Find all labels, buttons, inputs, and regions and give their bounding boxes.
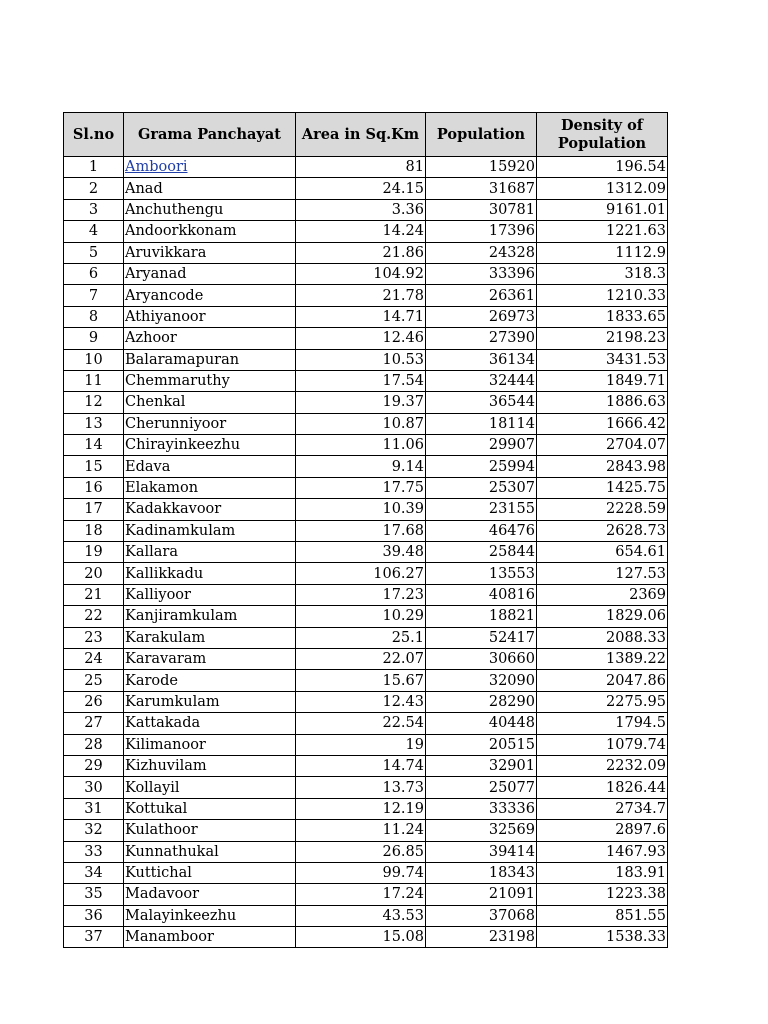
cell-panchayat-name: Balaramapuran — [124, 349, 296, 370]
cell-area: 10.53 — [296, 349, 426, 370]
header-density: Density of Population — [537, 113, 668, 157]
table-body — [64, 157, 668, 948]
cell-density: 1389.22 — [537, 648, 668, 669]
cell-panchayat-name: Kilimanoor — [124, 734, 296, 755]
cell-sl-no: 34 — [64, 862, 124, 883]
cell-population: 21091 — [426, 884, 537, 905]
table-row — [64, 648, 668, 669]
cell-population: 32090 — [426, 670, 537, 691]
cell-density: 9161.01 — [537, 199, 668, 220]
cell-panchayat-name: Kanjiramkulam — [124, 606, 296, 627]
cell-area: 25.1 — [296, 627, 426, 648]
cell-area: 106.27 — [296, 563, 426, 584]
cell-panchayat-name: Malayinkeezhu — [124, 905, 296, 926]
cell-population: 32444 — [426, 370, 537, 391]
cell-panchayat-name: Azhoor — [124, 328, 296, 349]
cell-density: 1425.75 — [537, 477, 668, 498]
cell-panchayat-name: Kunnathukal — [124, 841, 296, 862]
cell-area: 19.37 — [296, 392, 426, 413]
panchayat-link[interactable]: Amboori — [125, 159, 188, 176]
cell-population: 15920 — [426, 157, 537, 178]
cell-population: 23198 — [426, 927, 537, 948]
header-grama-panchayat: Grama Panchayat — [124, 113, 296, 157]
cell-density: 2843.98 — [537, 456, 668, 477]
cell-density: 1886.63 — [537, 392, 668, 413]
cell-density: 196.54 — [537, 157, 668, 178]
cell-sl-no: 23 — [64, 627, 124, 648]
cell-panchayat-name: Karumkulam — [124, 691, 296, 712]
cell-density: 1849.71 — [537, 370, 668, 391]
cell-sl-no: 25 — [64, 670, 124, 691]
cell-sl-no: 7 — [64, 285, 124, 306]
cell-area: 39.48 — [296, 542, 426, 563]
header-sl-no: Sl.no — [64, 113, 124, 157]
header-row — [64, 113, 668, 157]
table-row — [64, 755, 668, 776]
cell-panchayat-name: Kadinamkulam — [124, 520, 296, 541]
table-row — [64, 328, 668, 349]
cell-density: 1223.38 — [537, 884, 668, 905]
table-row — [64, 927, 668, 948]
cell-area: 17.68 — [296, 520, 426, 541]
table-row — [64, 349, 668, 370]
cell-panchayat-name: Chenkal — [124, 392, 296, 413]
cell-sl-no: 35 — [64, 884, 124, 905]
cell-population: 37068 — [426, 905, 537, 926]
cell-sl-no: 15 — [64, 456, 124, 477]
cell-population: 13553 — [426, 563, 537, 584]
table-row — [64, 820, 668, 841]
cell-panchayat-name: Karavaram — [124, 648, 296, 669]
cell-sl-no: 31 — [64, 798, 124, 819]
cell-sl-no: 18 — [64, 520, 124, 541]
cell-density: 1794.5 — [537, 713, 668, 734]
table-row — [64, 777, 668, 798]
cell-density: 2704.07 — [537, 435, 668, 456]
cell-panchayat-name: Manamboor — [124, 927, 296, 948]
cell-population: 32901 — [426, 755, 537, 776]
cell-area: 26.85 — [296, 841, 426, 862]
table-row — [64, 477, 668, 498]
cell-population: 23155 — [426, 499, 537, 520]
cell-population: 33336 — [426, 798, 537, 819]
cell-population: 20515 — [426, 734, 537, 755]
cell-density: 127.53 — [537, 563, 668, 584]
cell-density: 2275.95 — [537, 691, 668, 712]
cell-sl-no: 27 — [64, 713, 124, 734]
cell-area: 12.46 — [296, 328, 426, 349]
cell-population: 46476 — [426, 520, 537, 541]
cell-sl-no: 36 — [64, 905, 124, 926]
cell-area: 99.74 — [296, 862, 426, 883]
cell-panchayat-name: Chemmaruthy — [124, 370, 296, 391]
cell-sl-no: 37 — [64, 927, 124, 948]
cell-density: 1312.09 — [537, 178, 668, 199]
cell-sl-no: 12 — [64, 392, 124, 413]
table-row — [64, 841, 668, 862]
table-row — [64, 542, 668, 563]
cell-panchayat-name: Kallikkadu — [124, 563, 296, 584]
cell-sl-no: 13 — [64, 413, 124, 434]
cell-area: 17.75 — [296, 477, 426, 498]
cell-panchayat-name: Aruvikkara — [124, 242, 296, 263]
cell-density: 2232.09 — [537, 755, 668, 776]
cell-area: 10.29 — [296, 606, 426, 627]
cell-population: 26973 — [426, 306, 537, 327]
cell-population: 30781 — [426, 199, 537, 220]
cell-area: 10.87 — [296, 413, 426, 434]
table-header — [64, 113, 668, 157]
cell-sl-no: 5 — [64, 242, 124, 263]
table-row — [64, 157, 668, 178]
cell-density: 2734.7 — [537, 798, 668, 819]
cell-population: 33396 — [426, 263, 537, 284]
table-row — [64, 242, 668, 263]
cell-population: 40816 — [426, 584, 537, 605]
cell-panchayat-name: Kallara — [124, 542, 296, 563]
cell-panchayat-name: Athiyanoor — [124, 306, 296, 327]
cell-density: 1833.65 — [537, 306, 668, 327]
cell-panchayat-name: Kalliyoor — [124, 584, 296, 605]
cell-population: 28290 — [426, 691, 537, 712]
cell-density: 183.91 — [537, 862, 668, 883]
cell-sl-no: 17 — [64, 499, 124, 520]
cell-area: 14.74 — [296, 755, 426, 776]
cell-population: 36134 — [426, 349, 537, 370]
cell-density: 1210.33 — [537, 285, 668, 306]
cell-density: 1666.42 — [537, 413, 668, 434]
cell-area: 13.73 — [296, 777, 426, 798]
cell-area: 22.07 — [296, 648, 426, 669]
cell-sl-no: 6 — [64, 263, 124, 284]
cell-population: 17396 — [426, 221, 537, 242]
cell-sl-no: 22 — [64, 606, 124, 627]
cell-population: 18114 — [426, 413, 537, 434]
cell-sl-no: 33 — [64, 841, 124, 862]
cell-panchayat-name: Andoorkkonam — [124, 221, 296, 242]
cell-density: 1467.93 — [537, 841, 668, 862]
table-row — [64, 263, 668, 284]
cell-density: 1826.44 — [537, 777, 668, 798]
cell-population: 39414 — [426, 841, 537, 862]
cell-population: 40448 — [426, 713, 537, 734]
cell-population: 25077 — [426, 777, 537, 798]
cell-area: 11.06 — [296, 435, 426, 456]
cell-density: 1221.63 — [537, 221, 668, 242]
table-row — [64, 435, 668, 456]
cell-area: 15.67 — [296, 670, 426, 691]
cell-sl-no: 3 — [64, 199, 124, 220]
panchayat-table — [63, 112, 668, 948]
header-population: Population — [426, 113, 537, 157]
cell-panchayat-name: Aryancode — [124, 285, 296, 306]
cell-population: 27390 — [426, 328, 537, 349]
cell-density: 654.61 — [537, 542, 668, 563]
cell-sl-no: 10 — [64, 349, 124, 370]
table-row — [64, 520, 668, 541]
cell-sl-no: 26 — [64, 691, 124, 712]
cell-sl-no: 14 — [64, 435, 124, 456]
cell-sl-no: 16 — [64, 477, 124, 498]
cell-panchayat-name: Kollayil — [124, 777, 296, 798]
cell-sl-no: 11 — [64, 370, 124, 391]
cell-panchayat-name: Karakulam — [124, 627, 296, 648]
table-row — [64, 862, 668, 883]
cell-density: 1538.33 — [537, 927, 668, 948]
cell-panchayat-name: Aryanad — [124, 263, 296, 284]
table-row — [64, 563, 668, 584]
cell-sl-no: 32 — [64, 820, 124, 841]
cell-area: 3.36 — [296, 199, 426, 220]
cell-density: 2369 — [537, 584, 668, 605]
table-row — [64, 178, 668, 199]
table-row — [64, 584, 668, 605]
cell-panchayat-name: Anad — [124, 178, 296, 199]
cell-density: 851.55 — [537, 905, 668, 926]
table-row — [64, 499, 668, 520]
cell-area: 11.24 — [296, 820, 426, 841]
cell-panchayat-name: Kadakkavoor — [124, 499, 296, 520]
cell-sl-no: 4 — [64, 221, 124, 242]
cell-panchayat-name: Edava — [124, 456, 296, 477]
table-row — [64, 713, 668, 734]
cell-population: 24328 — [426, 242, 537, 263]
cell-sl-no: 19 — [64, 542, 124, 563]
cell-sl-no: 29 — [64, 755, 124, 776]
cell-area: 9.14 — [296, 456, 426, 477]
table-row — [64, 606, 668, 627]
cell-area: 17.54 — [296, 370, 426, 391]
cell-area: 10.39 — [296, 499, 426, 520]
cell-area: 12.43 — [296, 691, 426, 712]
cell-area: 19 — [296, 734, 426, 755]
table-row — [64, 627, 668, 648]
cell-area: 24.15 — [296, 178, 426, 199]
cell-area: 104.92 — [296, 263, 426, 284]
cell-sl-no: 21 — [64, 584, 124, 605]
table-row — [64, 285, 668, 306]
table-row — [64, 905, 668, 926]
cell-panchayat-name: Kuttichal — [124, 862, 296, 883]
cell-sl-no: 28 — [64, 734, 124, 755]
cell-panchayat-name: Kattakada — [124, 713, 296, 734]
cell-sl-no: 30 — [64, 777, 124, 798]
cell-panchayat-name: Chirayinkeezhu — [124, 435, 296, 456]
cell-area: 15.08 — [296, 927, 426, 948]
table-row — [64, 884, 668, 905]
cell-population: 18343 — [426, 862, 537, 883]
cell-density: 2198.23 — [537, 328, 668, 349]
cell-population: 25844 — [426, 542, 537, 563]
cell-density: 2228.59 — [537, 499, 668, 520]
cell-density: 1829.06 — [537, 606, 668, 627]
cell-population: 25994 — [426, 456, 537, 477]
cell-population: 36544 — [426, 392, 537, 413]
cell-population: 26361 — [426, 285, 537, 306]
cell-panchayat-name: Cherunniyoor — [124, 413, 296, 434]
table-row — [64, 691, 668, 712]
cell-population: 25307 — [426, 477, 537, 498]
cell-population: 31687 — [426, 178, 537, 199]
cell-panchayat-name: Kulathoor — [124, 820, 296, 841]
cell-population: 29907 — [426, 435, 537, 456]
cell-sl-no: 20 — [64, 563, 124, 584]
table-row — [64, 670, 668, 691]
cell-area: 14.71 — [296, 306, 426, 327]
cell-sl-no: 8 — [64, 306, 124, 327]
cell-area: 43.53 — [296, 905, 426, 926]
cell-area: 21.78 — [296, 285, 426, 306]
cell-area: 14.24 — [296, 221, 426, 242]
table-row — [64, 392, 668, 413]
cell-area: 22.54 — [296, 713, 426, 734]
cell-density: 318.3 — [537, 263, 668, 284]
cell-density: 1079.74 — [537, 734, 668, 755]
cell-density: 1112.9 — [537, 242, 668, 263]
table-row — [64, 306, 668, 327]
table-row — [64, 199, 668, 220]
cell-density: 2088.33 — [537, 627, 668, 648]
cell-area: 12.19 — [296, 798, 426, 819]
table-row — [64, 221, 668, 242]
cell-area: 17.24 — [296, 884, 426, 905]
cell-sl-no: 1 — [64, 157, 124, 178]
cell-population: 32569 — [426, 820, 537, 841]
cell-panchayat-name: Karode — [124, 670, 296, 691]
table-row — [64, 734, 668, 755]
cell-sl-no: 24 — [64, 648, 124, 669]
cell-population: 18821 — [426, 606, 537, 627]
cell-population: 52417 — [426, 627, 537, 648]
table-row — [64, 456, 668, 477]
header-area: Area in Sq.Km — [296, 113, 426, 157]
cell-panchayat-name: Madavoor — [124, 884, 296, 905]
cell-panchayat-name: Kottukal — [124, 798, 296, 819]
cell-sl-no: 9 — [64, 328, 124, 349]
cell-density: 2897.6 — [537, 820, 668, 841]
table-row — [64, 798, 668, 819]
cell-panchayat-name: Kizhuvilam — [124, 755, 296, 776]
table-row — [64, 413, 668, 434]
cell-area: 21.86 — [296, 242, 426, 263]
cell-density: 3431.53 — [537, 349, 668, 370]
cell-population: 30660 — [426, 648, 537, 669]
cell-panchayat-name — [124, 157, 296, 178]
cell-panchayat-name: Anchuthengu — [124, 199, 296, 220]
cell-area: 81 — [296, 157, 426, 178]
cell-sl-no: 2 — [64, 178, 124, 199]
table-row — [64, 370, 668, 391]
cell-density: 2628.73 — [537, 520, 668, 541]
cell-area: 17.23 — [296, 584, 426, 605]
cell-panchayat-name: Elakamon — [124, 477, 296, 498]
cell-density: 2047.86 — [537, 670, 668, 691]
